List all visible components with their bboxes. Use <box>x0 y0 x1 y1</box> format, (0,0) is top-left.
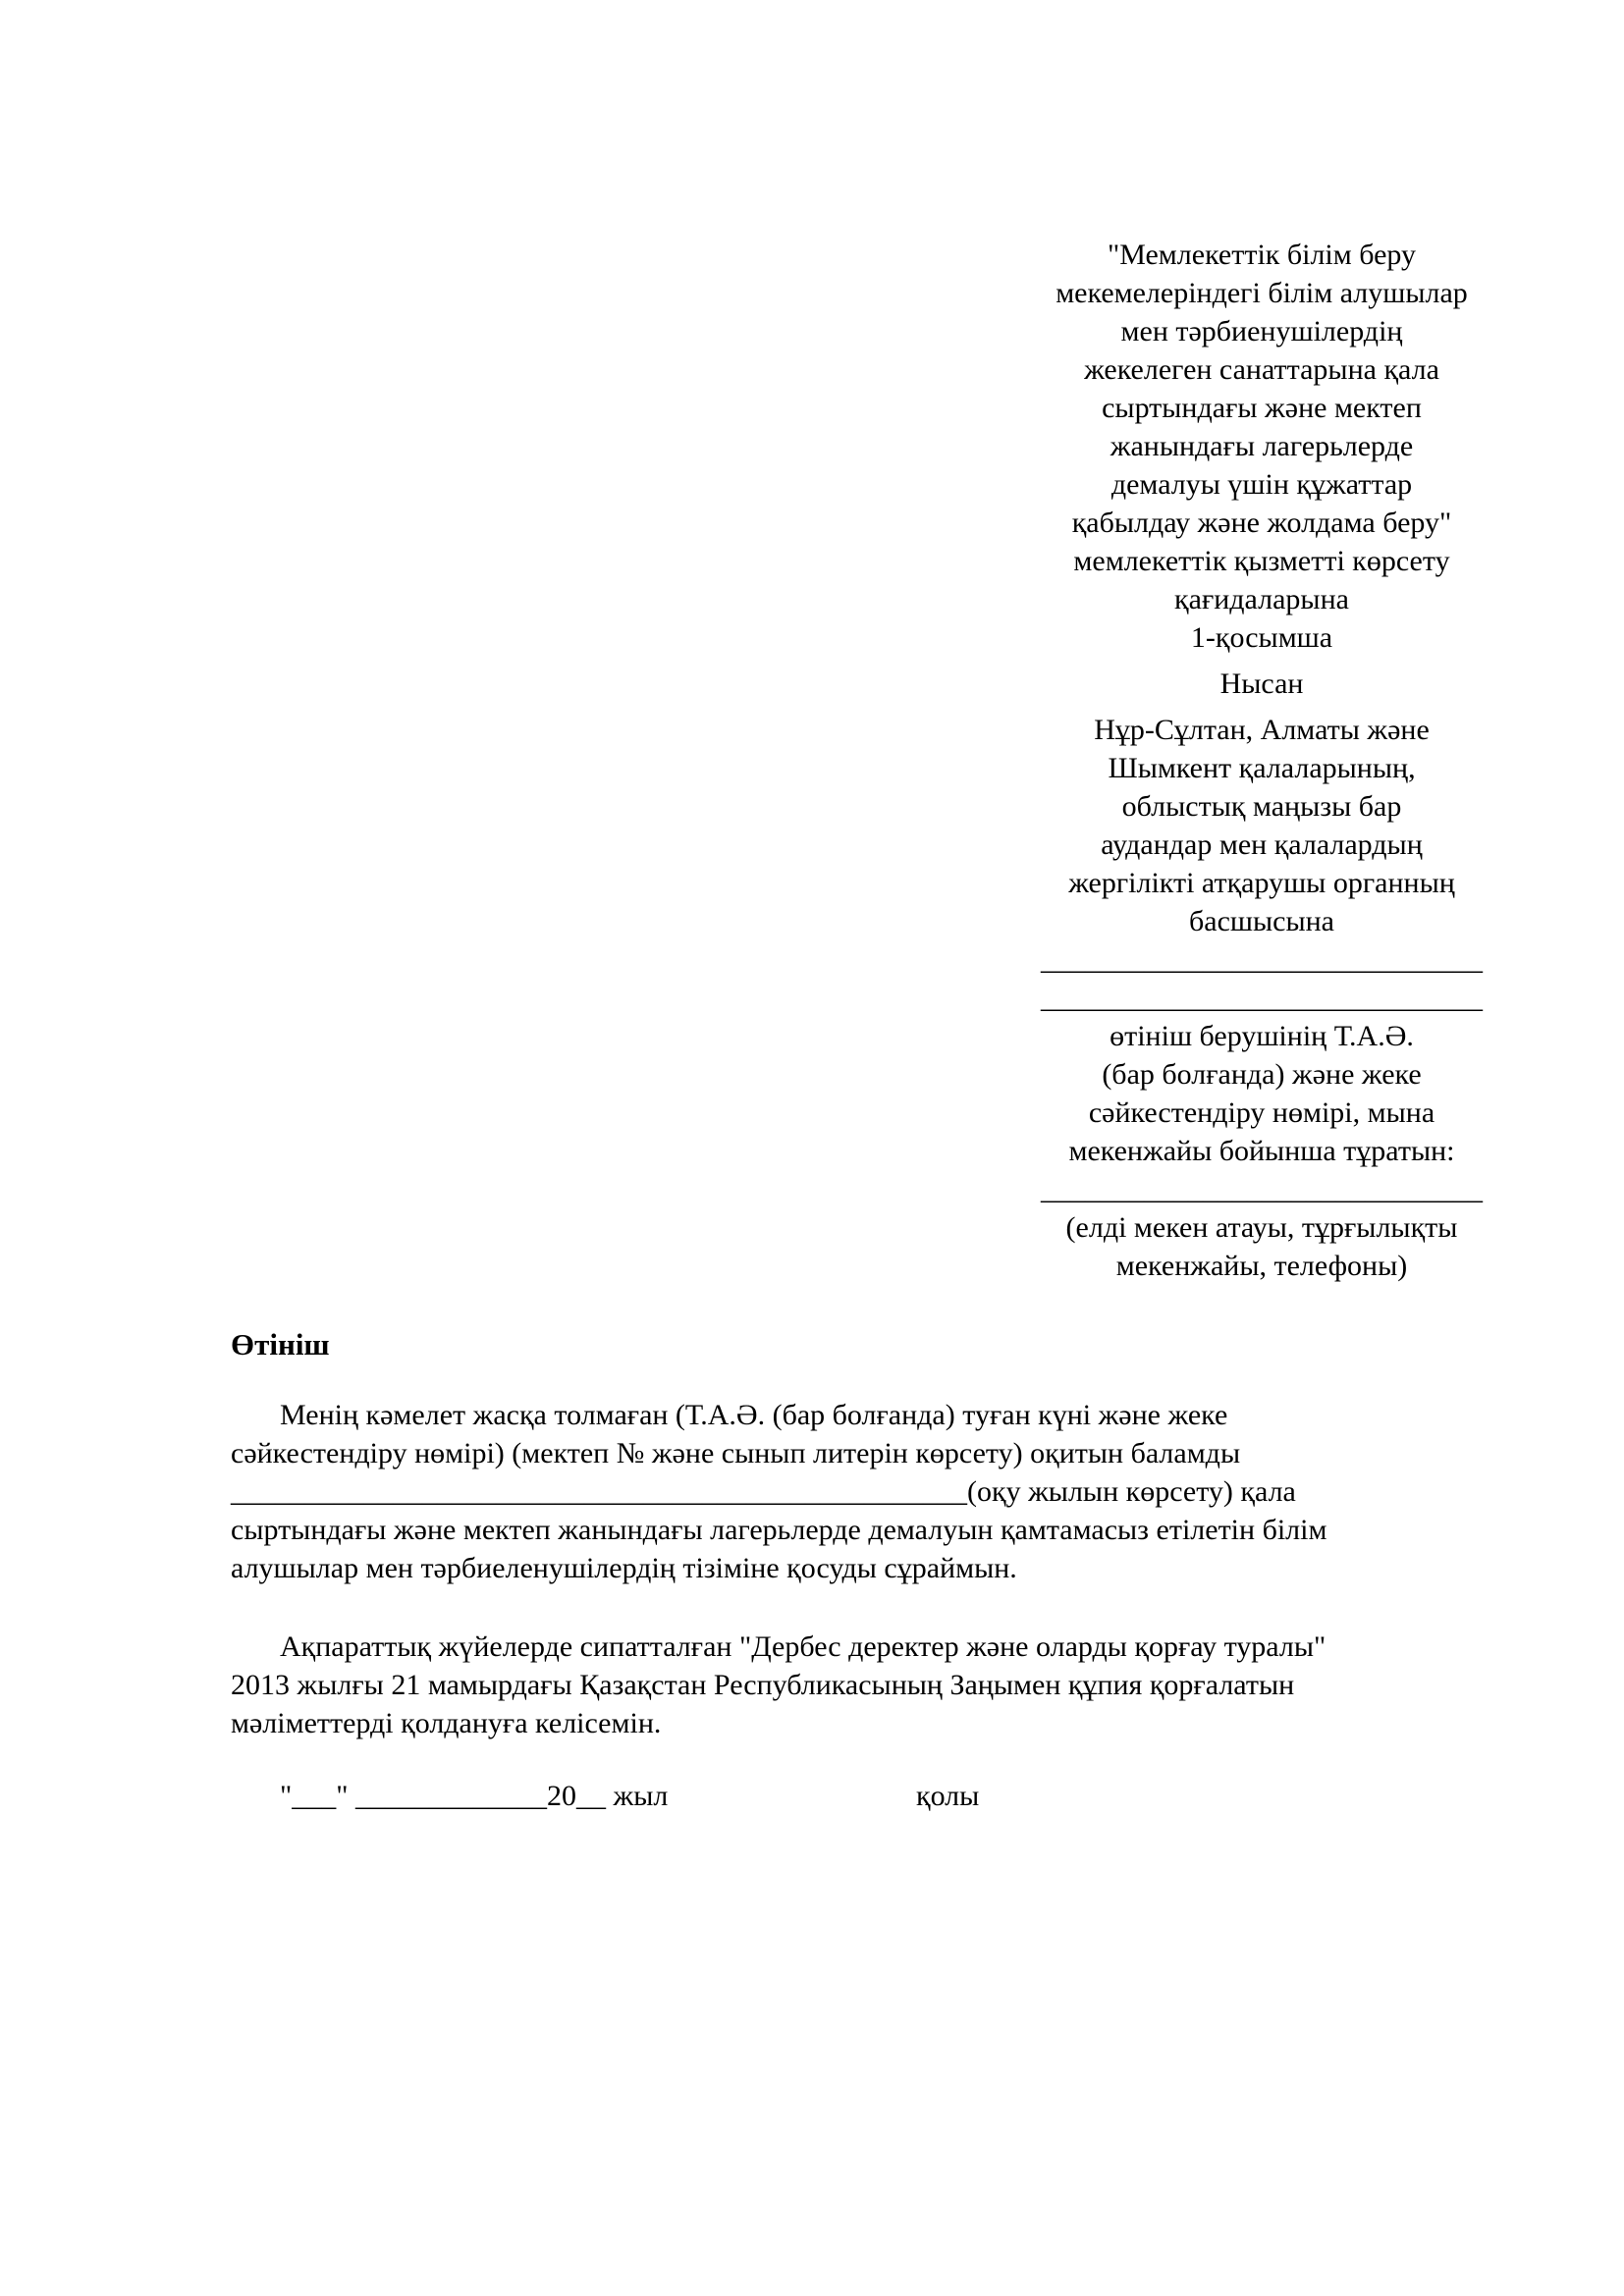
appendix-number: 1-қосымша <box>1190 621 1333 654</box>
appendix-line: мемлекеттік қызметті көрсету <box>1073 545 1450 577</box>
appendix-line: демалуы үшін құжаттар <box>1110 468 1413 501</box>
date-field[interactable]: "___" _____________20__ жыл <box>280 1780 669 1812</box>
paragraph-line: 2013 жылғы 21 мамырдағы Қазақстан Республикасының Заңымен құпия қорғалатын <box>231 1669 1295 1701</box>
blank-address-line[interactable]: ______________________________ <box>1041 1173 1483 1205</box>
appendix-line: жекелеген санаттарына қала <box>1084 353 1439 386</box>
addressee-line: басшысына <box>1189 905 1334 937</box>
applicant-caption-line: өтініш берушінің Т.А.Ә. <box>1110 1020 1414 1052</box>
form-label: Нысан <box>1219 667 1304 700</box>
paragraph-line: Ақпараттық жүйелерде сипатталған "Дербес деректер және оларды қорғау туралы" <box>280 1630 1326 1663</box>
addressee-line: жергілікті атқарушы органның <box>1068 867 1455 899</box>
appendix-line: қағидаларына <box>1174 583 1349 615</box>
appendix-line: мен тәрбиенушілердің <box>1120 315 1403 347</box>
consent-paragraph <box>231 1628 1488 1742</box>
paragraph-line: сыртындағы және мектеп жанындағы лагерьлерде демалуын қамтамасыз етілетін білім <box>231 1514 1327 1546</box>
appendix-line: "Мемлекеттік білім беру <box>1107 239 1417 271</box>
paragraph-line: Менің кәмелет жасқа толмаған (Т.А.Ә. (бар болғанда) туған күні және жеке <box>280 1399 1228 1431</box>
applicant-caption-line: (бар болғанда) және жеке <box>1102 1058 1422 1091</box>
signature-label: қолы <box>916 1780 980 1812</box>
blank-name-line[interactable]: ______________________________ <box>1041 982 1483 1014</box>
appendix-line: қабылдау және жолдама беру" <box>1071 507 1452 539</box>
request-paragraph <box>231 1396 1488 1587</box>
addressee-line: Нұр-Сұлтан, Алматы және <box>1094 714 1430 746</box>
applicant-caption-line: сәйкестендіру нөмірі, мына <box>1088 1096 1435 1129</box>
addressee-line: облыстық маңызы бар <box>1121 790 1402 823</box>
address-caption-line: мекенжайы, телефоны) <box>1115 1250 1408 1282</box>
appendix-line: жанындағы лагерьлерде <box>1110 430 1414 462</box>
header-block <box>1021 236 1502 1285</box>
addressee-line: Шымкент қалаларының, <box>1108 752 1416 784</box>
blank-name-line[interactable]: ______________________________ <box>1041 943 1483 976</box>
paragraph-line: алушылар мен тәрбиеленушілердің тізіміне қосуды сұраймын. <box>231 1552 1017 1584</box>
appendix-line: сыртындағы және мектеп <box>1102 392 1422 424</box>
document-title: Өтініш <box>231 1327 330 1362</box>
address-caption-line: (елді мекен атауы, тұрғылықты <box>1065 1211 1458 1244</box>
appendix-line: мекемелеріндегі білім алушылар <box>1056 277 1468 309</box>
paragraph-line-with-blank[interactable]: __________________________________________________(оқу жылын көрсету) қала <box>231 1475 1296 1508</box>
paragraph-line: мәліметтерді қолдануға келісемін. <box>231 1707 662 1739</box>
paragraph-line: сәйкестендіру нөмірі) (мектеп № және сынып литерін көрсету) оқитын баламды <box>231 1437 1241 1469</box>
applicant-caption-line: мекенжайы бойынша тұратын: <box>1068 1135 1455 1167</box>
addressee-line: аудандар мен қалалардың <box>1101 828 1423 861</box>
